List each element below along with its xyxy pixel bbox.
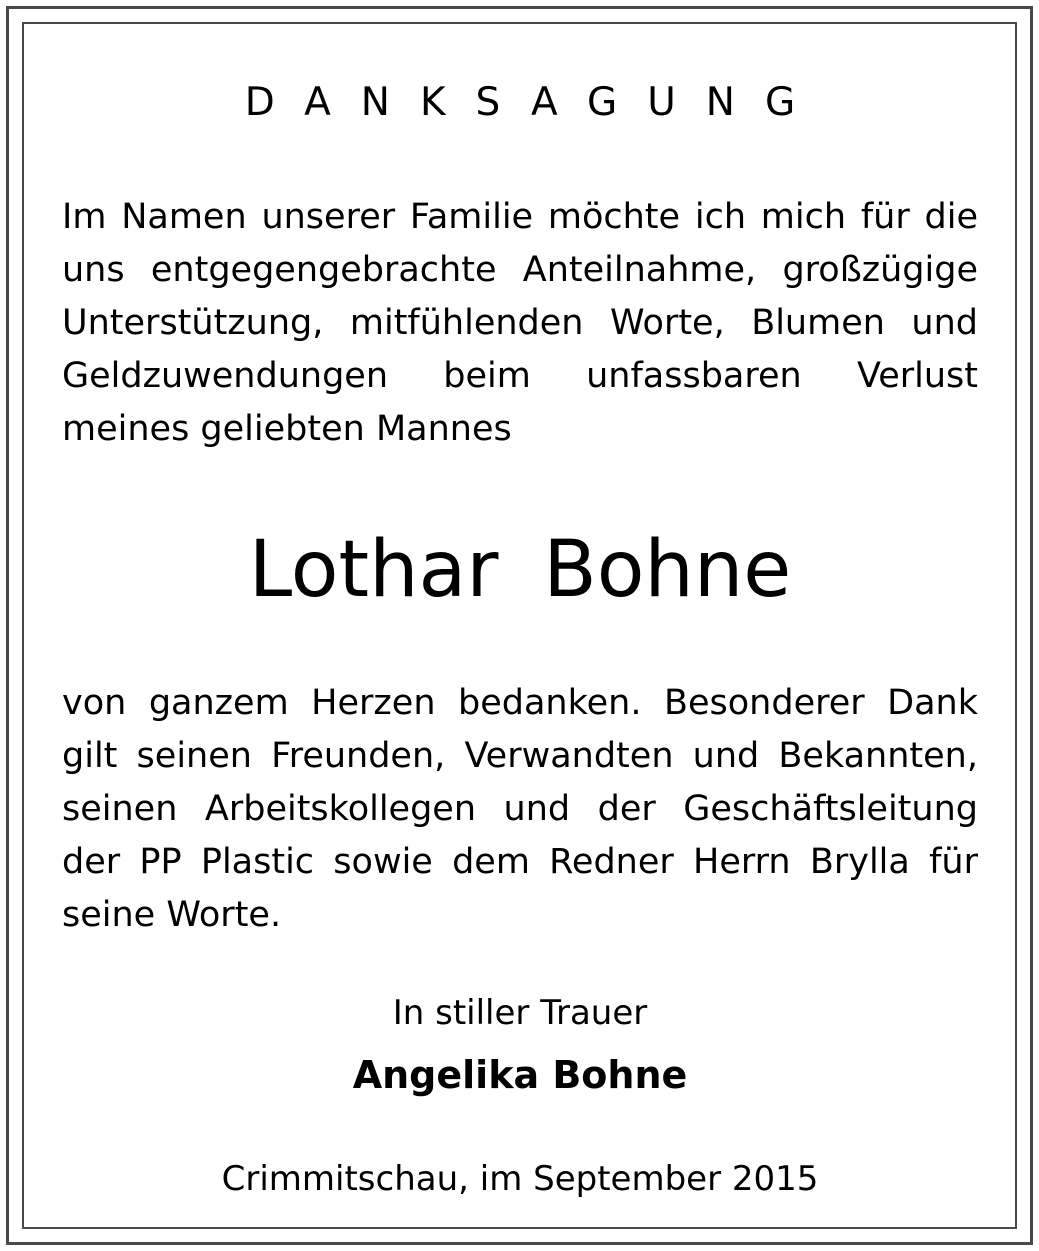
notice-heading: DANKSAGUNG xyxy=(244,80,826,125)
signer-name: Angelika Bohne xyxy=(352,1053,688,1097)
place-and-date: Crimmitschau, im September 2015 xyxy=(221,1159,819,1199)
deceased-name: Lothar Bohne xyxy=(248,525,792,615)
thanks-paragraph: von ganzem Herzen bedanken. Besonderer Dank gilt seinen Freunden, Verwandten und Bekannten, seinen Arbeitskollegen und der Geschäftsleitung der PP Plastic sowie dem Redner Herrn Brylla für seine Worte. xyxy=(62,683,978,935)
intro-paragraph: Im Namen unserer Familie möchte ich mich für die uns entgegengebrachte Anteilnahme, großzügige Unterstützung, mitfühlenden Worte, Blumen und Geldzuwendungen beim unfassbaren Verlust meines geliebten Mannes xyxy=(62,197,978,449)
closing-phrase: In stiller Trauer xyxy=(392,993,648,1033)
